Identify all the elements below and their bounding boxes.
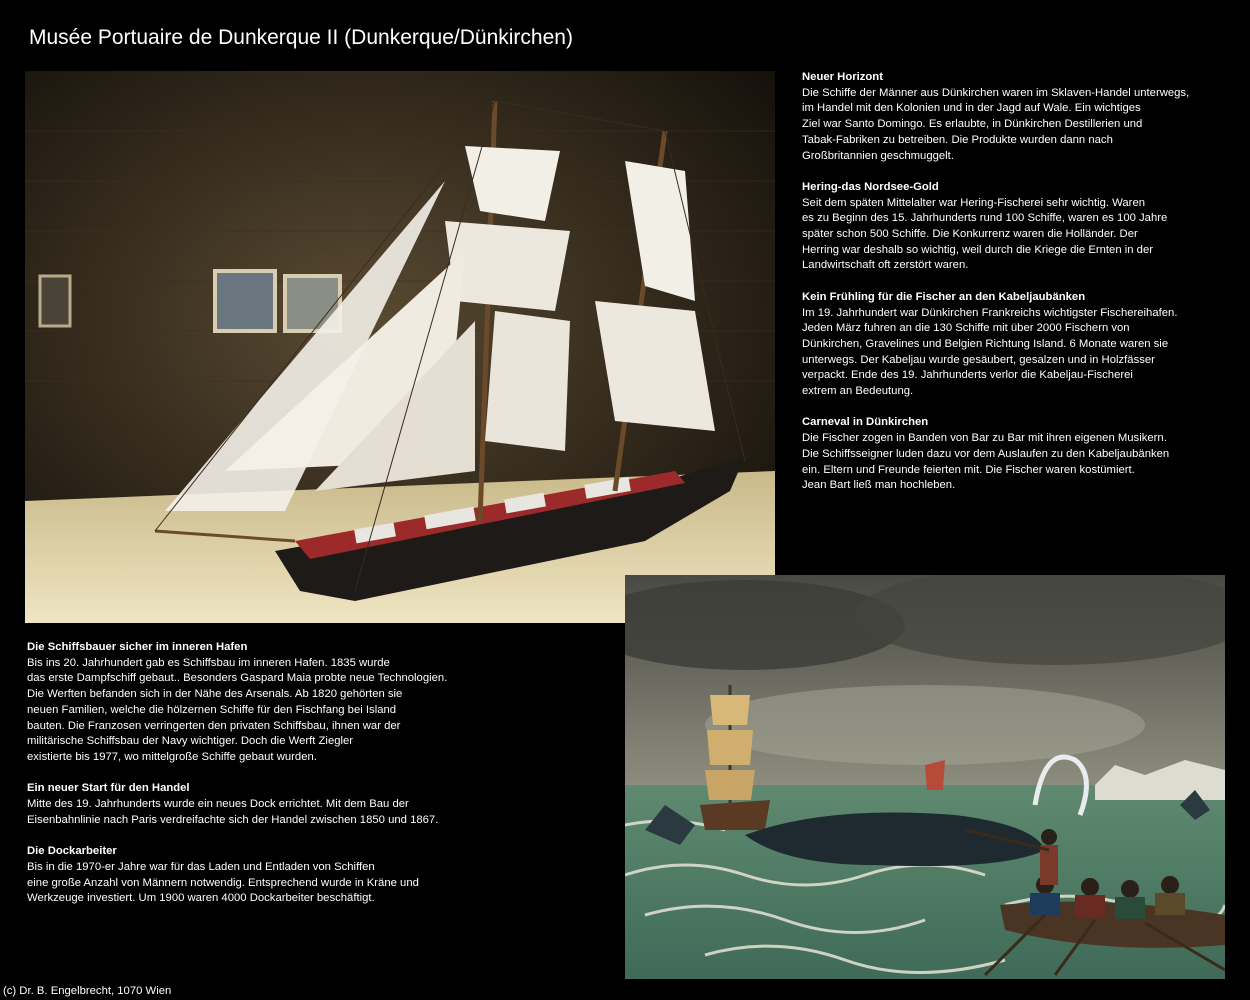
- section-line: neuen Familien, welche die hölzernen Schiffe für den Fischfang bei Island: [27, 703, 397, 716]
- left-text-column: [27, 640, 587, 923]
- section-line: Die Schiffsseigner luden dazu vor dem Auslaufen zu den Kabeljaubänken: [802, 447, 1170, 460]
- section-title: Kein Frühling für die Fischer an den Kabeljaubänken: [802, 290, 1086, 303]
- section-neuer-start: [27, 781, 587, 828]
- section-hering: [802, 180, 1232, 274]
- section-line: eine große Anzahl von Männern notwendig. Entsprechend wurde in Kräne und: [27, 876, 419, 889]
- section-line: Im 19. Jahrhundert war Dünkirchen Frankreichs wichtigster Fischereihafen.: [802, 306, 1178, 319]
- section-line: Seit dem späten Mittelalter war Hering-Fischerei sehr wichtig. Waren: [802, 196, 1146, 209]
- section-line: extrem an Bedeutung.: [802, 385, 914, 398]
- section-line: Tabak-Fabriken zu betreiben. Die Produkte wurden dann nach: [802, 133, 1113, 146]
- section-line: Die Schiffe der Männer aus Dünkirchen waren im Sklaven-Handel unterwegs,: [802, 86, 1190, 99]
- section-line: Werkzeuge investiert. Um 1900 waren 4000 Dockarbeiter beschäftigt.: [27, 892, 375, 905]
- section-line: Dünkirchen, Gravelines und Belgien Richtung Island. 6 Monate waren sie: [802, 337, 1169, 350]
- page-title: Musée Portuaire de Dunkerque II (Dunkerque/Dünkirchen): [29, 26, 573, 49]
- section-line: Landwirtschaft oft zerstört waren.: [802, 259, 969, 272]
- section-line: Jeden März fuhren an die 130 Schiffe mit über 2000 Fischern von: [802, 322, 1130, 335]
- section-title: Carneval in Dünkirchen: [802, 416, 929, 429]
- section-line: militärische Schiffsbau der Navy wichtiger. Doch die Werft Ziegler: [27, 735, 354, 748]
- section-line: verpackt. Ende des 19. Jahrhunderts verlor die Kabeljau-Fischerei: [802, 369, 1133, 382]
- section-line: Herring war deshalb so wichtig, weil durch die Kriege die Ernten in der: [802, 243, 1154, 256]
- section-kein-fruehling: [802, 290, 1232, 400]
- section-line: Ziel war Santo Domingo. Es erlaubte, in Dünkirchen Destillerien und: [802, 118, 1143, 131]
- section-line: Jean Bart ließ man hochleben.: [802, 479, 956, 492]
- section-line: es zu Beginn des 15. Jahrhunderts rund 100 Schiffe, waren es 100 Jahre: [802, 212, 1168, 225]
- section-line: bauten. Die Franzosen verringerten den privaten Schiffsbau, ihnen war der: [27, 719, 401, 732]
- ship-model-photo: [25, 71, 775, 623]
- section-line: Bis in die 1970-er Jahre war für das Laden und Entladen von Schiffen: [27, 860, 375, 873]
- section-dockarbeiter: [27, 844, 587, 907]
- section-line: unterwegs. Der Kabeljau wurde gesäubert, gesalzen und in Holzfässer: [802, 353, 1155, 366]
- section-line: Mitte des 19. Jahrhunderts wurde ein neues Dock errichtet. Mit dem Bau der: [27, 798, 409, 811]
- section-carneval: [802, 415, 1232, 494]
- section-title: Die Schiffsbauer sicher im inneren Hafen: [27, 641, 248, 653]
- section-line: später schon 500 Schiffe. Die Konkurrenz waren die Holländer. Der: [802, 228, 1138, 241]
- section-line: Bis ins 20. Jahrhundert gab es Schiffsbau im inneren Hafen. 1835 wurde: [27, 656, 390, 669]
- copyright-notice: (c) Dr. B. Engelbrecht, 1070 Wien: [3, 985, 172, 997]
- section-title: Hering-das Nordsee-Gold: [802, 180, 939, 193]
- whaling-painting: [625, 575, 1225, 979]
- section-line: existierte bis 1977, wo mittelgroße Schiffe gebaut wurden.: [27, 750, 317, 763]
- section-line: Großbritannien geschmuggelt.: [802, 149, 954, 162]
- section-line: Die Werften befanden sich in der Nähe des Arsenals. Ab 1820 gehörten sie: [27, 688, 403, 701]
- section-line: das erste Dampfschiff gebaut.. Besonders Gaspard Maia probte neue Technologien.: [27, 672, 448, 685]
- section-line: Eisenbahnlinie nach Paris verdreifachte sich der Handel zwischen 1850 und 1867.: [27, 813, 439, 826]
- section-line: Die Fischer zogen in Banden von Bar zu Bar mit ihren eigenen Musikern.: [802, 432, 1167, 445]
- section-title: Neuer Horizont: [802, 71, 883, 83]
- section-line: ein. Eltern und Freunde feierten mit. Die Fischer waren kostümiert.: [802, 463, 1135, 476]
- section-neuer-horizont: [802, 70, 1232, 164]
- section-line: im Handel mit den Kolonien und in der Jagd auf Wale. Ein wichtiges: [802, 102, 1141, 115]
- section-title: Die Dockarbeiter: [27, 845, 117, 858]
- section-schiffsbauer: [27, 640, 587, 766]
- section-title: Ein neuer Start für den Handel: [27, 782, 190, 795]
- right-text-column: [802, 70, 1232, 510]
